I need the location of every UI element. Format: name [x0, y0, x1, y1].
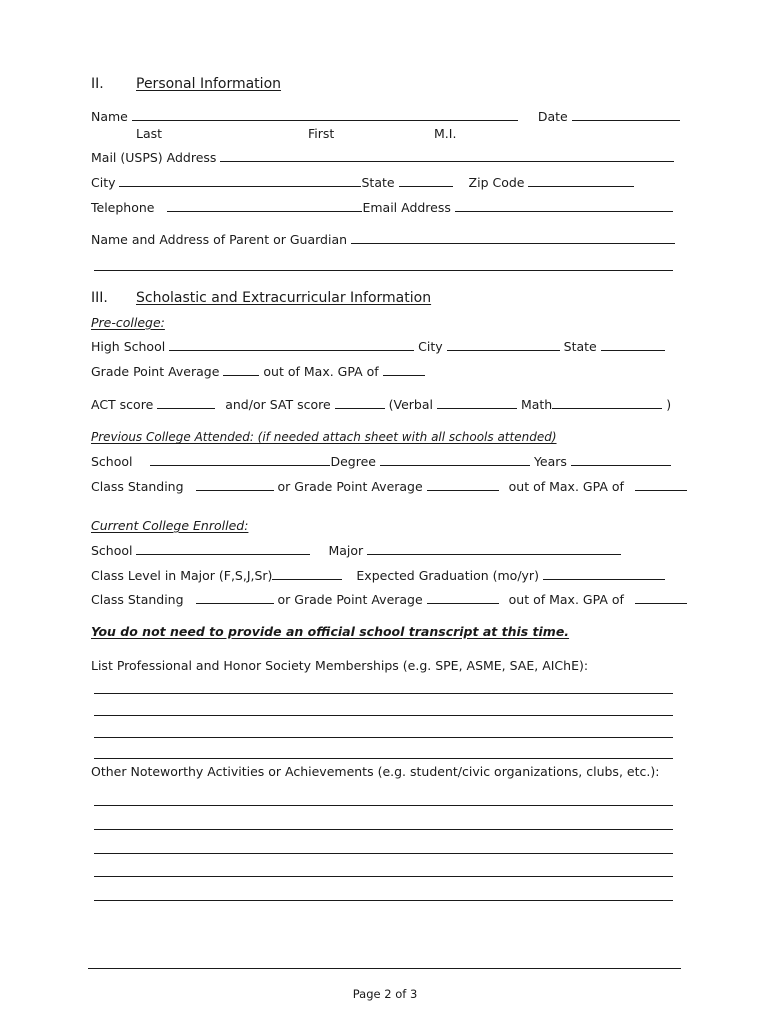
- major-field[interactable]: [367, 543, 621, 555]
- name-label: Name: [91, 109, 128, 124]
- current-standing-row: [91, 592, 681, 608]
- telephone-label: Telephone: [91, 200, 155, 215]
- act-field[interactable]: [157, 397, 215, 409]
- state-field[interactable]: [399, 175, 453, 187]
- verbal-label: (Verbal: [388, 397, 433, 412]
- telephone-field[interactable]: [167, 200, 362, 212]
- parent-row: [91, 232, 681, 248]
- hs-city-field[interactable]: [447, 339, 560, 351]
- name-field[interactable]: [132, 109, 518, 121]
- high-school-row: [91, 339, 681, 355]
- transcript-note: You do not need to provide an official school transcript at this time.: [91, 624, 570, 639]
- class-level-row: [91, 568, 681, 584]
- class-level-field[interactable]: [272, 568, 342, 580]
- sub-label-last: Last: [136, 126, 163, 141]
- telephone-row: [91, 200, 681, 216]
- current-school-row: [91, 543, 681, 559]
- footer-rule: [88, 968, 681, 969]
- current-class-standing-label: Class Standing: [91, 592, 184, 607]
- state-label: State: [361, 175, 395, 190]
- section-3-heading: [91, 290, 681, 306]
- sat-field[interactable]: [335, 397, 385, 409]
- section-2-number: II.: [91, 76, 104, 92]
- current-gpa-field[interactable]: [427, 592, 499, 604]
- degree-label: Degree: [330, 454, 376, 469]
- memberships-line-1[interactable]: [94, 693, 673, 694]
- sub-label-first: First: [308, 126, 335, 141]
- email-field[interactable]: [455, 200, 673, 212]
- memberships-line-3[interactable]: [94, 737, 673, 738]
- activities-label: Other Noteworthy Activities or Achievements (e.g. student/civic organizations, clubs, etc.):: [91, 764, 660, 779]
- act-label: ACT score: [91, 397, 154, 412]
- sub-label-mi: M.I.: [434, 126, 457, 141]
- mail-field[interactable]: [220, 150, 674, 162]
- parent-label: Name and Address of Parent or Guardian: [91, 232, 348, 247]
- math-field[interactable]: [552, 397, 662, 409]
- city-label: City: [91, 175, 116, 190]
- current-or-gpa-label: or Grade Point Average: [277, 592, 423, 607]
- out-of-max-label: out of Max. GPA of: [263, 364, 379, 379]
- name-row: [91, 109, 681, 125]
- hs-state-label: State: [563, 339, 597, 354]
- max-gpa-field[interactable]: [383, 364, 425, 376]
- prev-class-standing-label: Class Standing: [91, 479, 184, 494]
- sat-label: and/or SAT score: [225, 397, 331, 412]
- activities-line-3[interactable]: [94, 853, 673, 854]
- city-row: [91, 175, 681, 191]
- zip-label: Zip Code: [468, 175, 525, 190]
- years-field[interactable]: [571, 454, 671, 466]
- precollege-heading: Pre-college:: [91, 315, 165, 330]
- current-school-field[interactable]: [136, 543, 310, 555]
- hs-city-label: City: [418, 339, 443, 354]
- prev-school-field[interactable]: [150, 454, 330, 466]
- section-3-number: III.: [91, 290, 108, 306]
- parent-field-line-2[interactable]: [94, 270, 673, 271]
- prev-class-standing-field[interactable]: [196, 479, 274, 491]
- gpa-label: Grade Point Average: [91, 364, 220, 379]
- high-school-field[interactable]: [169, 339, 414, 351]
- mail-label: Mail (USPS) Address: [91, 150, 217, 165]
- current-class-standing-field[interactable]: [196, 592, 274, 604]
- prev-out-of-max-label: out of Max. GPA of: [508, 479, 624, 494]
- prev-or-gpa-label: or Grade Point Average: [277, 479, 423, 494]
- verbal-field[interactable]: [437, 397, 517, 409]
- activities-line-1[interactable]: [94, 805, 673, 806]
- memberships-line-2[interactable]: [94, 715, 673, 716]
- gpa-field[interactable]: [223, 364, 259, 376]
- close-paren: ): [666, 397, 672, 412]
- previous-college-heading: Previous College Attended: (if needed attach sheet with all schools attended): [91, 430, 557, 444]
- activities-line-2[interactable]: [94, 829, 673, 830]
- current-college-heading: Current College Enrolled:: [91, 518, 249, 533]
- current-max-gpa-field[interactable]: [635, 592, 687, 604]
- expected-grad-field[interactable]: [543, 568, 665, 580]
- section-2-title: Personal Information: [136, 76, 282, 92]
- section-2-heading: [91, 76, 681, 92]
- years-label: Years: [533, 454, 567, 469]
- degree-field[interactable]: [380, 454, 530, 466]
- major-label: Major: [328, 543, 364, 558]
- current-out-of-max-label: out of Max. GPA of: [508, 592, 624, 607]
- hs-gpa-row: [91, 364, 681, 380]
- prev-gpa-field[interactable]: [427, 479, 499, 491]
- prev-max-gpa-field[interactable]: [635, 479, 687, 491]
- prev-school-label: School: [91, 454, 133, 469]
- section-3-title: Scholastic and Extracurricular Information: [136, 290, 432, 306]
- page-number: Page 2 of 3: [352, 987, 418, 1001]
- zip-field[interactable]: [528, 175, 634, 187]
- expected-grad-label: Expected Graduation (mo/yr): [356, 568, 539, 583]
- high-school-label: High School: [91, 339, 166, 354]
- activities-line-5[interactable]: [94, 900, 673, 901]
- math-label: Math: [520, 397, 553, 412]
- name-sublabels: [91, 126, 681, 142]
- email-label: Email Address: [362, 200, 451, 215]
- prev-standing-row: [91, 479, 681, 495]
- class-level-label: Class Level in Major (F,S,J,Sr): [91, 568, 273, 583]
- mail-row: [91, 150, 681, 166]
- prev-school-row: [91, 454, 681, 470]
- memberships-label: List Professional and Honor Society Memberships (e.g. SPE, ASME, SAE, AIChE):: [91, 658, 589, 673]
- date-label: Date: [537, 109, 568, 124]
- hs-state-field[interactable]: [601, 339, 665, 351]
- parent-field[interactable]: [351, 232, 675, 244]
- date-field[interactable]: [572, 109, 680, 121]
- current-school-label: School: [91, 543, 133, 558]
- act-sat-row: [91, 397, 681, 413]
- city-field[interactable]: [119, 175, 361, 187]
- memberships-line-4[interactable]: [94, 758, 673, 759]
- activities-line-4[interactable]: [94, 876, 673, 877]
